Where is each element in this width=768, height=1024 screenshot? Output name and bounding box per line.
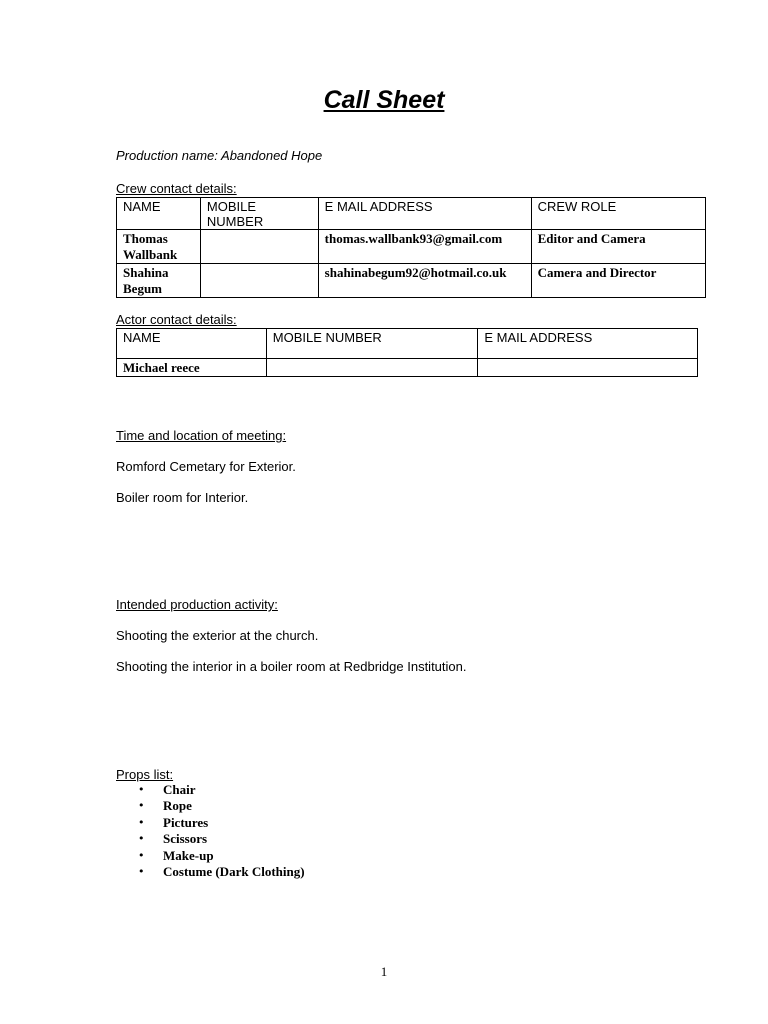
list-item bbox=[116, 798, 305, 814]
bullet-icon: • bbox=[138, 815, 145, 829]
bullet-icon: • bbox=[138, 865, 145, 879]
crew-email: shahinabegum92@hotmail.co.uk bbox=[318, 264, 531, 298]
crew-role: Camera and Director bbox=[531, 264, 705, 298]
actor-name: Michael reece bbox=[117, 359, 267, 377]
list-item bbox=[116, 815, 305, 831]
crew-name: Thomas Wallbank bbox=[117, 230, 201, 264]
crew-header-name: NAME bbox=[117, 198, 201, 230]
bullet-icon: • bbox=[138, 848, 145, 862]
crew-header-email: E MAIL ADDRESS bbox=[318, 198, 531, 230]
page-number: 1 bbox=[380, 964, 388, 979]
meeting-heading: Time and location of meeting: bbox=[116, 428, 287, 443]
list-item bbox=[116, 831, 305, 847]
prop-label: Costume (Dark Clothing) bbox=[163, 864, 305, 880]
list-item bbox=[116, 848, 305, 864]
production-name: Production name: Abandoned Hope bbox=[116, 148, 323, 163]
crew-email: thomas.wallbank93@gmail.com bbox=[318, 230, 531, 264]
bullet-icon: • bbox=[138, 783, 145, 796]
actor-header-name: NAME bbox=[117, 329, 267, 359]
crew-heading: Crew contact details: bbox=[116, 181, 237, 196]
page-title: Call Sheet bbox=[323, 86, 445, 114]
crew-table bbox=[116, 197, 706, 298]
actor-mobile bbox=[266, 359, 478, 377]
actor-header-email: E MAIL ADDRESS bbox=[478, 329, 698, 359]
table-row bbox=[117, 230, 706, 264]
prop-label: Rope bbox=[163, 798, 192, 814]
prop-label: Scissors bbox=[163, 831, 208, 847]
bullet-icon: • bbox=[138, 799, 145, 813]
props-heading: Props list: bbox=[116, 767, 174, 782]
list-item bbox=[116, 782, 305, 798]
prop-label: Pictures bbox=[163, 814, 209, 830]
bullet-icon: • bbox=[138, 832, 145, 846]
crew-mobile bbox=[200, 264, 318, 298]
actor-heading: Actor contact details: bbox=[116, 312, 237, 327]
activity-heading: Intended production activity: bbox=[116, 597, 278, 612]
actor-table bbox=[116, 328, 698, 377]
actor-header-mobile: MOBILE NUMBER bbox=[266, 329, 478, 359]
list-item bbox=[116, 864, 305, 880]
crew-header-mobile: MOBILE NUMBER bbox=[200, 198, 318, 230]
table-row bbox=[117, 264, 706, 298]
actor-header-row bbox=[117, 329, 698, 359]
meeting-line: Romford Cemetary for Exterior. bbox=[116, 459, 296, 474]
crew-role: Editor and Camera bbox=[531, 230, 705, 264]
activity-line: Shooting the interior in a boiler room at Redbridge Institution. bbox=[116, 659, 467, 674]
prop-label: Make-up bbox=[163, 847, 214, 863]
prop-label: Chair bbox=[163, 782, 196, 797]
crew-header-role: CREW ROLE bbox=[531, 198, 705, 230]
crew-header-row bbox=[117, 198, 706, 230]
meeting-line: Boiler room for Interior. bbox=[116, 490, 249, 505]
props-list bbox=[116, 782, 305, 880]
crew-name: Shahina Begum bbox=[117, 264, 201, 298]
table-row bbox=[117, 359, 698, 377]
activity-line: Shooting the exterior at the church. bbox=[116, 628, 319, 643]
actor-email bbox=[478, 359, 698, 377]
crew-mobile bbox=[200, 230, 318, 264]
